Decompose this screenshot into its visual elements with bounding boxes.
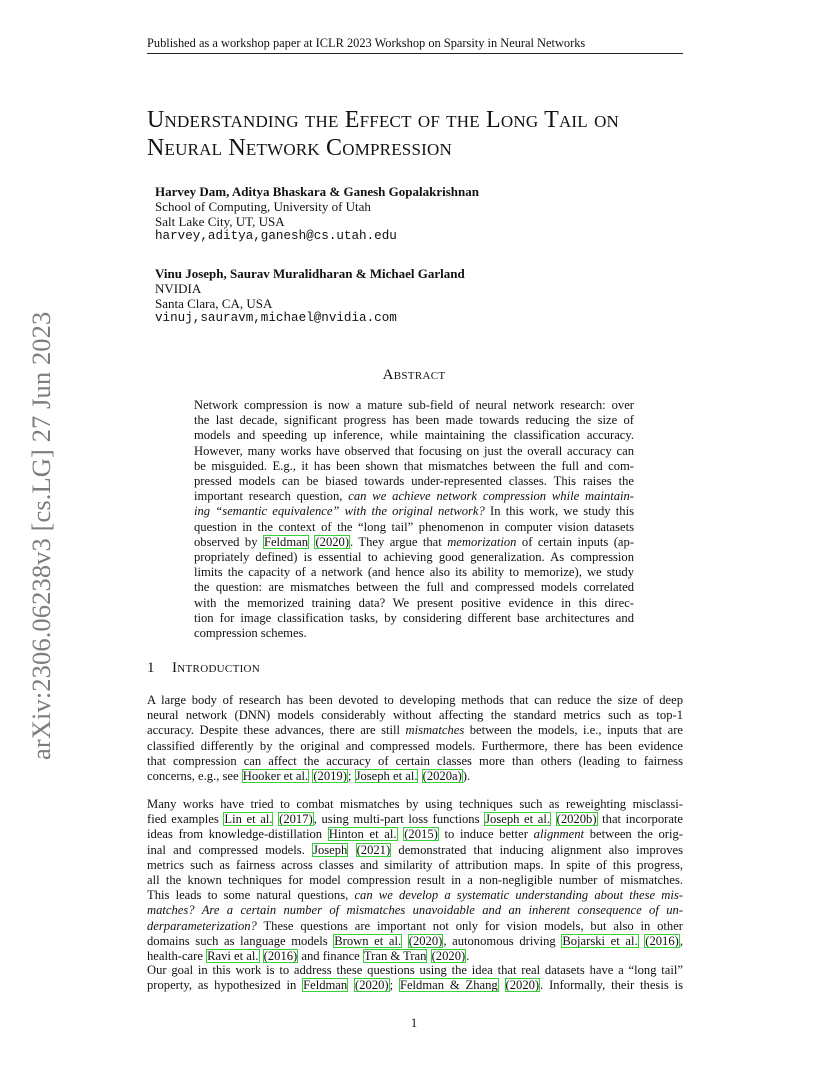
text-line: with the memorized training data? We present positive evidence in this direc-: [194, 595, 634, 610]
page-number: 1: [410, 1016, 418, 1030]
text-line: derparameterization? These questions are important not only for vision models, but also in other: [147, 918, 683, 933]
text-line: This leads to some natural questions, can we develop a systematic understanding about these mis-: [147, 888, 683, 903]
intro-paragraph-2: [147, 797, 683, 964]
text-line: tion for image classification tasks, by considering different base architectures and: [194, 610, 634, 625]
author-block-1: [155, 184, 479, 244]
text-line: accuracy. Despite these advances, there are still mismatches between the models, i.e., inputs that are: [147, 723, 683, 738]
text-line: property, as hypothesized in Feldman (2020); Feldman & Zhang (2020). Informally, their thesis is: [147, 978, 683, 993]
text-line: be misguided. E.g., it has been shown that mismatches between the full and com-: [194, 458, 634, 473]
title-line-1: Understanding the Effect of the Long Tail on: [147, 107, 620, 133]
text-line: all the known techniques for model compression result in a non-negligible number of mismatches.: [147, 873, 683, 888]
author-email: harvey,aditya,ganesh@cs.utah.edu: [155, 229, 397, 243]
citation-link[interactable]: (2020b): [556, 812, 597, 827]
text-line: important research question, can we achieve network compression while maintain-: [194, 489, 634, 504]
section-heading-introduction: [147, 659, 260, 677]
citation-link[interactable]: Tran & Tran: [363, 949, 427, 964]
citation-link[interactable]: (2017): [279, 812, 313, 827]
text-line: concerns, e.g., see Hooker et al. (2019); Joseph et al. (2020a)).: [147, 769, 471, 784]
author-email: vinuj,sauravm,michael@nvidia.com: [155, 311, 397, 325]
citation-link[interactable]: Brown et al.: [334, 933, 402, 948]
citation-link[interactable]: Joseph et al.: [485, 812, 550, 827]
author-location: Santa Clara, CA, USA: [155, 296, 273, 311]
citation-link[interactable]: Feldman & Zhang: [399, 978, 498, 993]
citation-link[interactable]: (2020): [431, 949, 466, 964]
citation-link[interactable]: Lin et al.: [224, 812, 273, 827]
arxiv-stamp: arXiv:2306.06238v3 [cs.LG] 27 Jun 2023: [26, 311, 56, 760]
text-line: compression schemes.: [194, 626, 307, 641]
author-names: Harvey Dam, Aditya Bhaskara & Ganesh Gopalakrishnan: [155, 184, 479, 199]
citation-link[interactable]: (2020): [408, 933, 443, 948]
text-line: inal and compressed models. Joseph (2021) demonstrated that inducing alignment also improves: [147, 842, 683, 857]
abstract-heading: Abstract: [382, 367, 446, 383]
text-line: metrics such as fairness across classes and similarity of attribution maps. In spite of this progress,: [147, 857, 683, 872]
citation-link[interactable]: Ravi et al.: [207, 949, 259, 964]
citation-link[interactable]: Feldman: [263, 534, 309, 549]
citation-link[interactable]: (2020): [315, 534, 350, 549]
author-location: Salt Lake City, UT, USA: [155, 214, 285, 229]
text-line: ideas from knowledge-distillation Hinton et al. (2015) to induce better alignment between the orig-: [147, 827, 683, 842]
text-line: matches? Are a certain number of mismatches unavoidable and an inherent consequence of un-: [147, 903, 683, 918]
running-header: Published as a workshop paper at ICLR 2023 Workshop on Sparsity in Neural Networks: [147, 36, 586, 50]
text-line: models and speeding up inference, while maintaining the classification accuracy.: [194, 428, 634, 443]
text-line: Our goal in this work is to address these questions using the idea that real datasets have a “long tail”: [147, 963, 683, 977]
citation-link[interactable]: Joseph et al.: [355, 769, 418, 784]
text-line: fied examples Lin et al. (2017), using multi-part loss functions Joseph et al. (2020b) that incorporate: [147, 812, 683, 827]
author-block-2: [155, 266, 465, 326]
text-line: that compression can affect the accuracy of certain classes more than others (leading to fairness: [147, 753, 683, 768]
citation-link[interactable]: (2021): [356, 842, 391, 857]
text-line: pressed models can be biased towards under-represented classes. This raises the: [194, 474, 634, 489]
citation-link[interactable]: (2016): [263, 949, 298, 964]
citation-link[interactable]: Joseph: [313, 842, 348, 857]
intro-paragraph-1: [147, 693, 683, 784]
text-line: limits the capacity of a network (and hence also its ability to memorize), we study: [194, 565, 634, 580]
text-line: health-care Ravi et al. (2016) and finance Tran & Tran (2020).: [147, 949, 470, 964]
text-line: A large body of research has been devoted to developing methods that can reduce the size of deep: [147, 693, 683, 707]
author-affiliation: NVIDIA: [155, 281, 202, 296]
text-line: propriately defined) is essential to achieving good generalization. As compression: [194, 550, 634, 565]
citation-link[interactable]: (2020): [355, 978, 389, 993]
citation-link[interactable]: Hooker et al.: [242, 769, 309, 784]
title-line-2: Neural Network Compression: [147, 135, 452, 161]
text-line: Network compression is now a mature sub-field of neural network research: over: [194, 398, 634, 412]
header-rule: [147, 53, 683, 54]
citation-link[interactable]: (2020): [505, 978, 540, 993]
author-affiliation: School of Computing, University of Utah: [155, 199, 371, 214]
citation-link[interactable]: Feldman: [303, 978, 348, 993]
text-line: ing “semantic equivalence” with the original network? In this work, we study this: [194, 504, 634, 519]
text-line: the last decade, significant progress has been made towards reducing the size of: [194, 413, 634, 428]
citation-link[interactable]: (2019): [313, 769, 347, 784]
abstract-body: [194, 398, 634, 641]
intro-paragraph-3: [147, 963, 683, 993]
text-line: question in the context of the “long tail” phenomenon in computer vision datasets: [194, 519, 634, 534]
citation-link[interactable]: Bojarski et al.: [562, 933, 638, 948]
paper-title: [147, 106, 707, 162]
text-line: Many works have tried to combat mismatches by using techniques such as reweighting misclassi-: [147, 797, 683, 811]
text-line: the question: are mismatches between the full and compressed models correlated: [194, 580, 634, 595]
citation-link[interactable]: (2016): [645, 933, 679, 948]
author-names: Vinu Joseph, Saurav Muralidharan & Michael Garland: [155, 266, 465, 281]
section-title: Introduction: [172, 660, 261, 676]
section-number: 1: [147, 660, 155, 676]
citation-link[interactable]: Hinton et al.: [328, 827, 397, 842]
text-line: neural network (DNN) models considerably without affecting the standard metrics such as top-1: [147, 708, 683, 723]
citation-link[interactable]: (2020a): [422, 769, 462, 784]
citation-link[interactable]: (2015): [404, 827, 438, 842]
text-line: observed by Feldman (2020). They argue that memorization of certain inputs (ap-: [194, 534, 634, 549]
text-line: classified differently by the original and compressed models. Furthermore, there has been evidence: [147, 738, 683, 753]
text-line: However, many works have observed that focusing on just the overall accuracy can: [194, 443, 634, 458]
text-line: domains such as language models Brown et al. (2020), autonomous driving Bojarski et al. (2016),: [147, 933, 683, 948]
